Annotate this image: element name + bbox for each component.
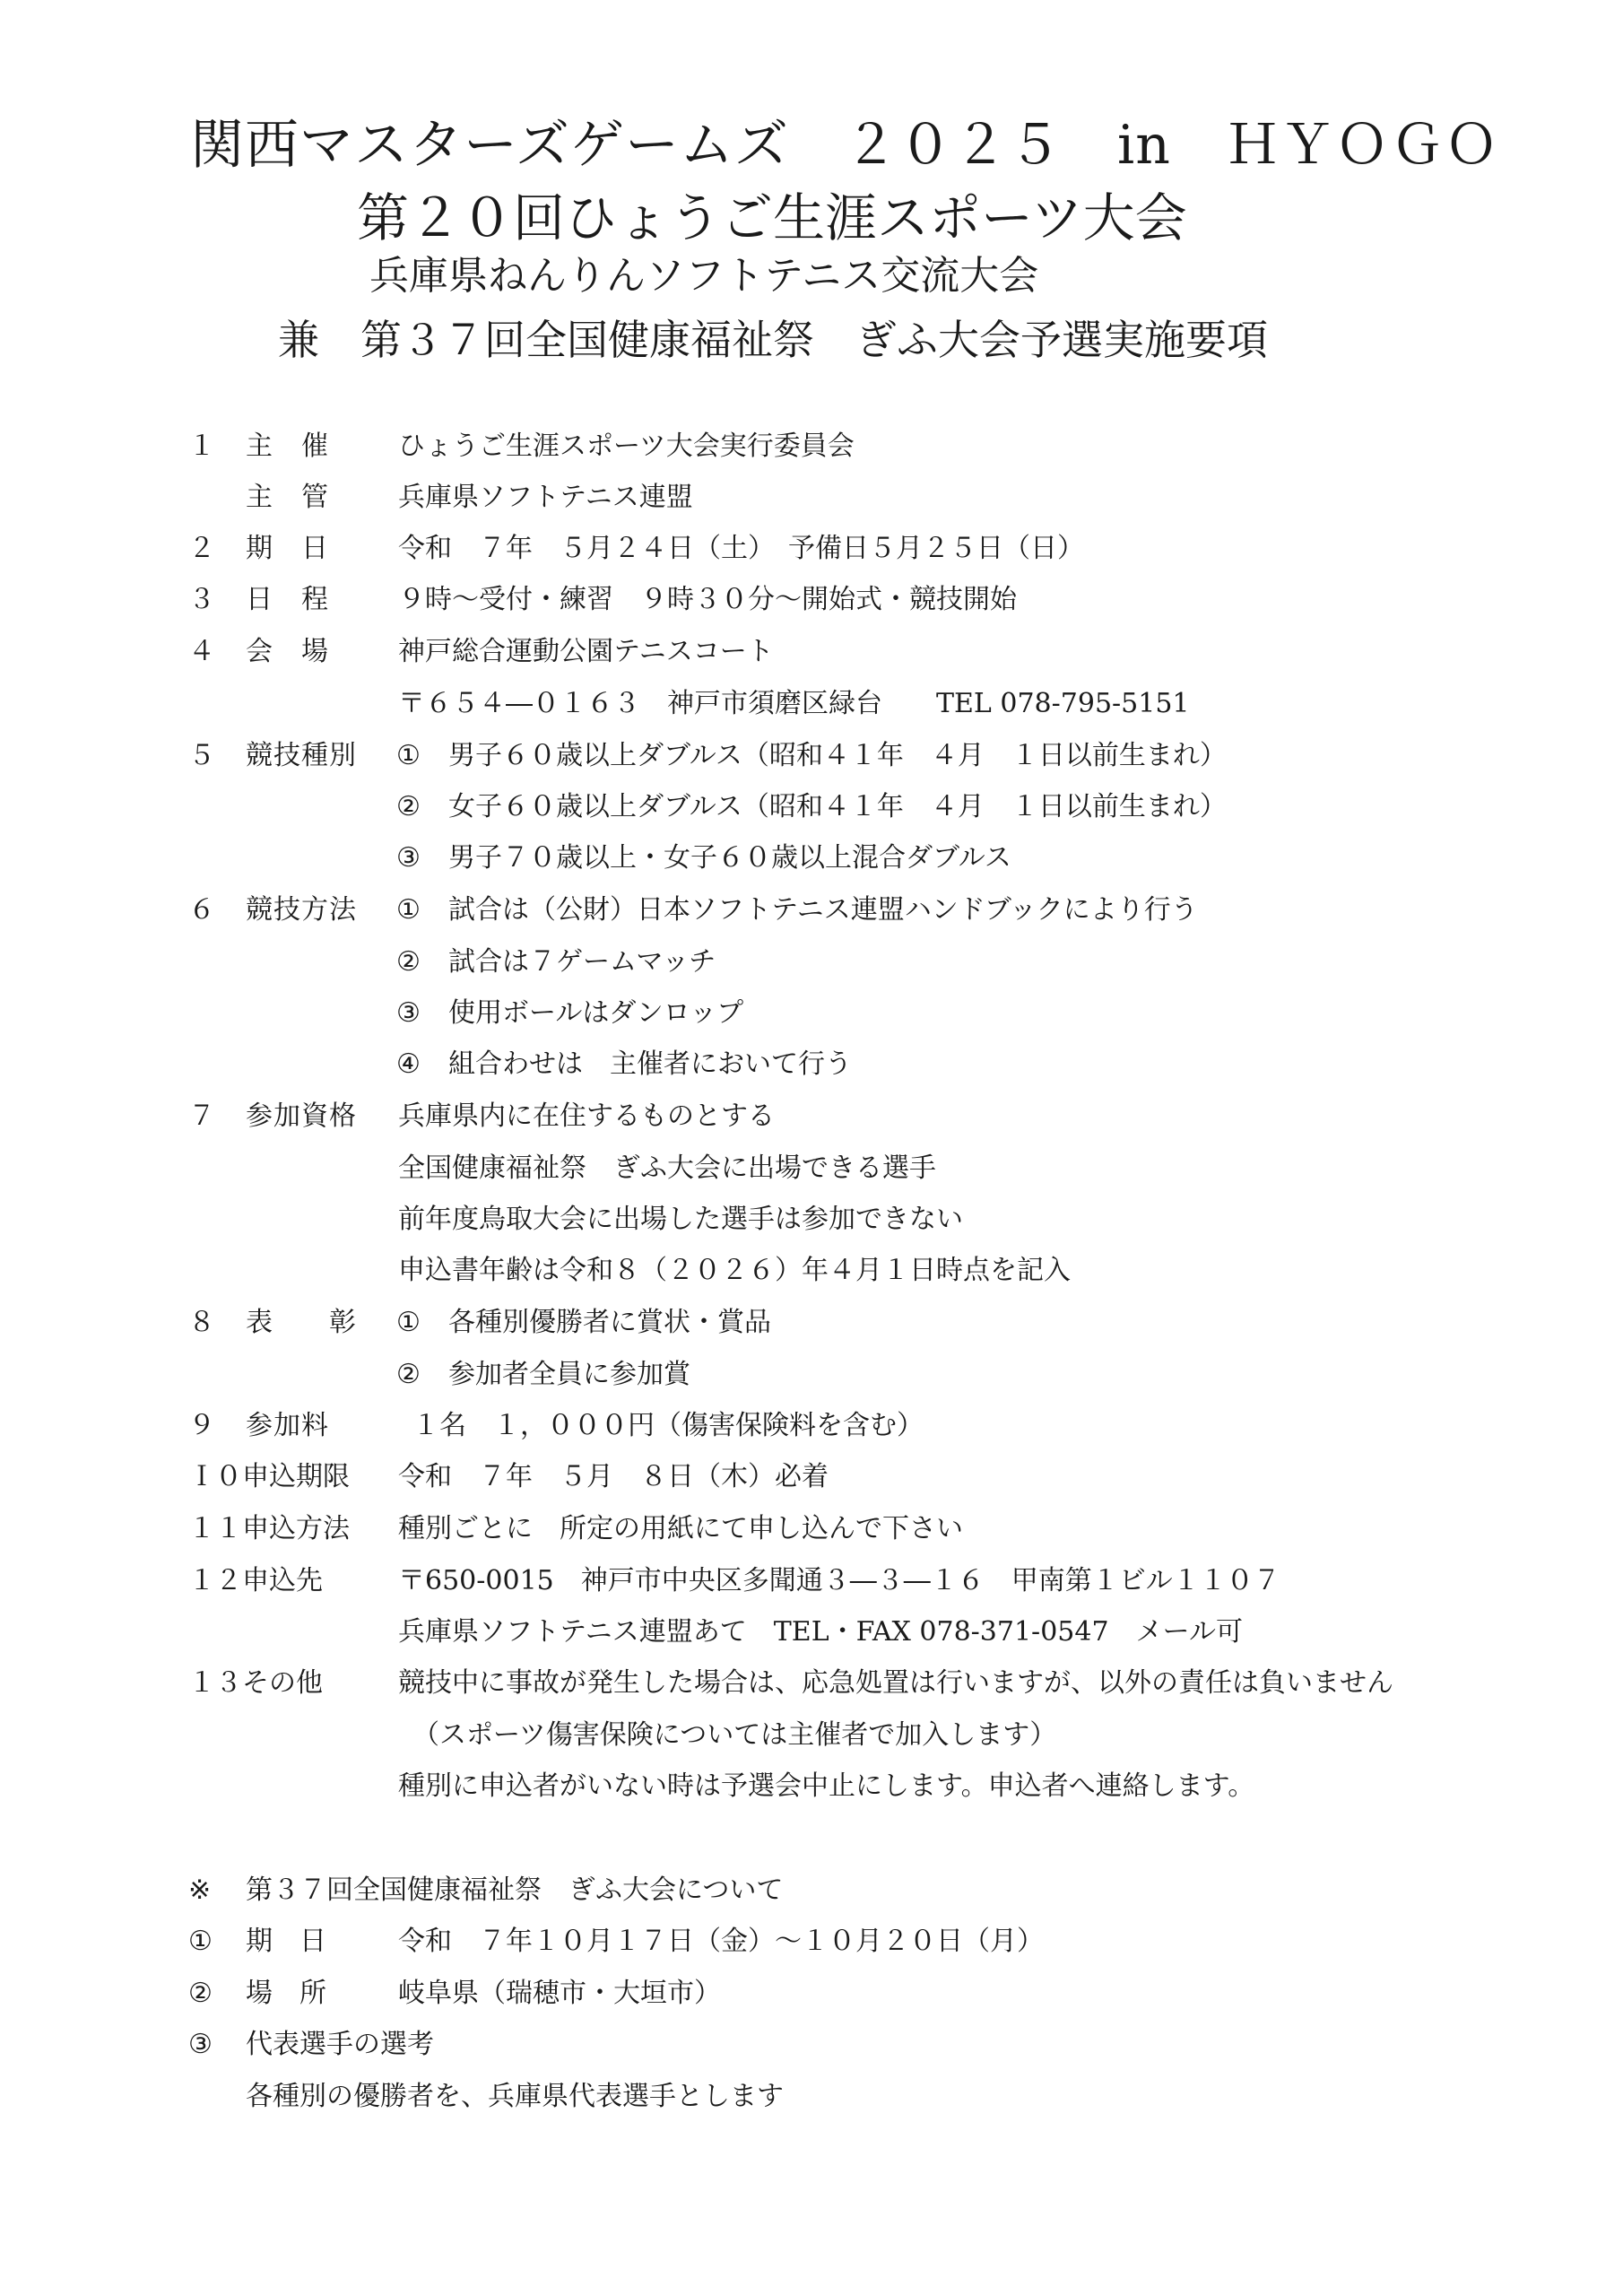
item-text: 令和 ７年 ５月 ８日（木）必着 bbox=[398, 1461, 829, 1492]
item-label: 表 彰 bbox=[246, 1307, 357, 1338]
item-text: 兵庫県ソフトテニス連盟あて TEL・FAX 078-371-0547 メール可 bbox=[398, 1616, 1243, 1648]
item-text: 男子７０歳以上・女子６０歳以上混合ダブルス bbox=[448, 842, 1011, 874]
title-line-2: 第２０回ひょうご生涯スポーツ大会 bbox=[357, 187, 1187, 248]
note-mark: ② bbox=[188, 1978, 213, 2009]
item-mark: ① bbox=[396, 894, 421, 926]
item-mark: ① bbox=[396, 740, 421, 771]
item-text: 申込書年齢は令和８（２０２６）年４月１日時点を記入 bbox=[398, 1255, 1071, 1286]
item-text: ９時～受付・練習 ９時３０分～開始式・競技開始 bbox=[398, 584, 1017, 615]
note-text: 令和 ７年１０月１７日（金）～１０月２０日（月） bbox=[398, 1926, 1044, 1957]
item-mark: ③ bbox=[396, 997, 421, 1029]
note-mark: ① bbox=[188, 1926, 213, 1957]
item-label: 日 程 bbox=[246, 584, 329, 615]
asterisk-mark: ※ bbox=[188, 1874, 212, 1906]
item-text: 兵庫県内に在住するものとする bbox=[398, 1100, 775, 1132]
item-number: ８ bbox=[188, 1307, 215, 1338]
item-number: ２ bbox=[188, 533, 215, 564]
item-label: 会 場 bbox=[246, 636, 329, 667]
item-text: 神戸総合運動公園テニスコート bbox=[398, 636, 774, 667]
item-mark: ④ bbox=[396, 1048, 421, 1080]
item-text: 各種別優勝者に賞状・賞品 bbox=[448, 1307, 771, 1338]
item-number: Ｉ０申込期限 bbox=[188, 1461, 350, 1492]
item-mark: ② bbox=[396, 791, 421, 822]
item-text: 全国健康福祉祭 ぎふ大会に出場できる選手 bbox=[398, 1152, 936, 1184]
item-label: 競技種別 bbox=[246, 740, 357, 771]
item-mark: ② bbox=[396, 1359, 421, 1390]
item-number: ４ bbox=[188, 636, 215, 667]
item-label: 主 管 bbox=[246, 482, 329, 513]
item-text: 令和 ７年 ５月２４日（土） 予備日５月２５日（日） bbox=[398, 533, 1084, 564]
note-text: 岐阜県（瑞穂市・大垣市） bbox=[398, 1978, 721, 2009]
item-label: 期 日 bbox=[246, 533, 329, 564]
item-text: 女子６０歳以上ダブルス（昭和４１年 ４月 １日以前生まれ） bbox=[448, 791, 1227, 822]
item-number: ９ bbox=[188, 1410, 215, 1441]
notes-heading-text: 第３７回全国健康福祉祭 ぎふ大会について bbox=[246, 1874, 784, 1906]
item-mark: ② bbox=[396, 946, 421, 978]
note-label: 代表選手の選考 bbox=[246, 2029, 434, 2060]
note-label: 各種別の優勝者を、兵庫県代表選手とします bbox=[246, 2081, 784, 2112]
item-text: ひょうご生涯スポーツ大会実行委員会 bbox=[398, 430, 855, 462]
item-text: 兵庫県ソフトテニス連盟 bbox=[398, 482, 693, 513]
title-line-4: 兼 第３７回全国健康福祉祭 ぎふ大会予選実施要項 bbox=[278, 316, 1268, 364]
item-text: １名 １，０００円（傷害保険料を含む） bbox=[412, 1410, 924, 1441]
title-line-3: 兵庫県ねんりんソフトテニス交流大会 bbox=[369, 253, 1039, 299]
item-text: 男子６０歳以上ダブルス（昭和４１年 ４月 １日以前生まれ） bbox=[448, 740, 1227, 771]
item-number: １３その他 bbox=[188, 1667, 323, 1699]
item-text: 組合わせは 主催者において行う bbox=[448, 1048, 852, 1080]
item-text: 参加者全員に参加賞 bbox=[448, 1359, 690, 1390]
item-text: （スポーツ傷害保険については主催者で加入します） bbox=[412, 1719, 1057, 1751]
note-mark: ③ bbox=[188, 2029, 213, 2060]
item-label: 参加料 bbox=[246, 1410, 329, 1441]
item-text: 種別ごとに 所定の用紙にて申し込んで下さい bbox=[398, 1513, 963, 1544]
item-number: ５ bbox=[188, 740, 215, 771]
title-line-1: 関西マスターズゲームズ ２０２５ in ＨＹＯＧＯ bbox=[190, 114, 1499, 177]
note-label: 期 日 bbox=[246, 1926, 326, 1957]
item-label: 主 催 bbox=[246, 430, 329, 462]
item-text: 試合は（公財）日本ソフトテニス連盟ハンドブックにより行う bbox=[448, 894, 1198, 926]
item-mark: ① bbox=[396, 1307, 421, 1338]
item-number: ６ bbox=[188, 894, 215, 926]
item-number: ３ bbox=[188, 584, 215, 615]
item-number: １２申込先 bbox=[188, 1565, 323, 1596]
item-mark: ③ bbox=[396, 842, 421, 874]
item-number: １１申込方法 bbox=[188, 1513, 350, 1544]
item-text: 種別に申込者がいない時は予選会中止にします。申込者へ連絡します。 bbox=[398, 1770, 1255, 1802]
item-number: ７ bbox=[188, 1100, 215, 1132]
item-text: 〒６５４―０１６３ 神戸市須磨区緑台 TEL 078-795-5151 bbox=[398, 688, 1190, 719]
item-text: 競技中に事故が発生した場合は、応急処置は行いますが、以外の責任は負いません bbox=[398, 1667, 1393, 1699]
item-text: 前年度鳥取大会に出場した選手は参加できない bbox=[398, 1204, 963, 1235]
note-label: 場 所 bbox=[246, 1978, 326, 2009]
item-text: 使用ボールはダンロップ bbox=[448, 997, 744, 1029]
item-number: １ bbox=[188, 430, 215, 462]
item-label: 参加資格 bbox=[246, 1100, 357, 1132]
item-text: 試合は７ゲームマッチ bbox=[448, 946, 716, 978]
item-text: 〒650-0015 神戸市中央区多聞通３―３―１６ 甲南第１ビル１１０７ bbox=[398, 1565, 1280, 1596]
item-label: 競技方法 bbox=[246, 894, 357, 926]
